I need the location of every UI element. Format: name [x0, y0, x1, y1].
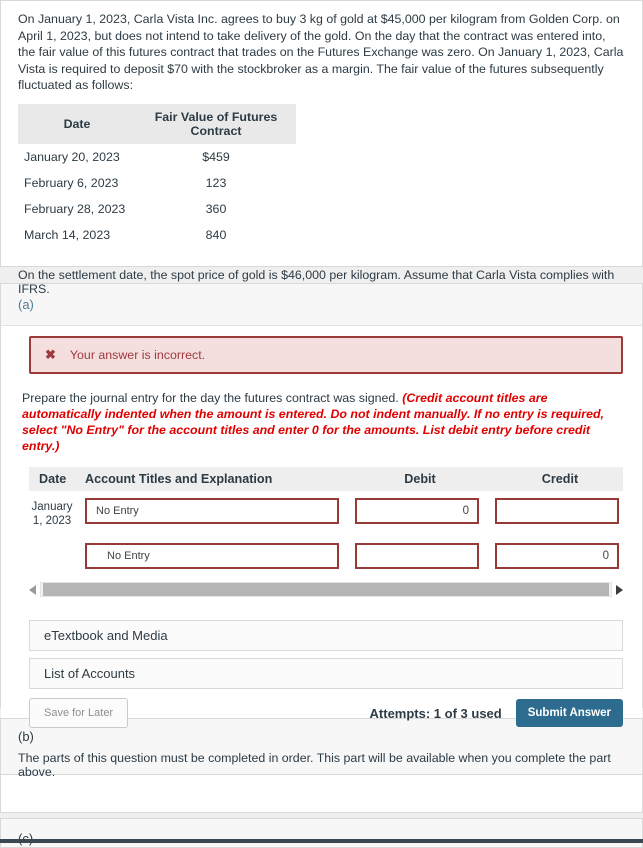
- attempts-counter: Attempts: 1 of 3 used: [369, 705, 502, 721]
- row-date: February 28, 2023: [24, 201, 126, 216]
- table-row: [18, 144, 296, 170]
- scroll-left-arrow-icon[interactable]: [29, 585, 36, 595]
- instruction-plain: Prepare the journal entry for the day the futures contract was signed.: [22, 391, 403, 405]
- x-mark-icon: ✖: [45, 347, 56, 362]
- section-a-label[interactable]: (a): [18, 297, 34, 312]
- problem-intro-text: On January 1, 2023, Carla Vista Inc. agrees to buy 3 kg of gold at $45,000 per kilogram from Golden Corp. on April 1, 2023, but does not intend to take delivery of the gold. On the day that the contract was entered into, the fair value of this futures contract that trades on the Futures Exchange was zero. On January 1, 2023, Carla Vista is required to deposit $70 with the stockbroker as a margin. The fair value of the futures subsequently fluctuated as follows:: [18, 12, 624, 92]
- list-of-accounts-bar[interactable]: [29, 658, 623, 689]
- journal-row-date: [29, 543, 75, 545]
- debit-amount-input[interactable]: [355, 543, 479, 569]
- journal-row-date: January 1, 2023: [31, 500, 73, 528]
- instruction-emphasis: (Credit account titles are automatically indented when the amount is entered. Do not indent manually. If no entry is required, select "No Entry" for the account titles and enter 0 for the amounts. List debit entry before credit entry.): [22, 391, 604, 454]
- journal-row-2: [29, 543, 623, 569]
- scroll-right-arrow-icon[interactable]: [616, 585, 623, 595]
- row-date: February 6, 2023: [24, 175, 119, 190]
- submit-answer-button[interactable]: Submit Answer: [516, 699, 623, 727]
- journal-header-row: [29, 467, 623, 491]
- section-a-header[interactable]: [1, 284, 642, 326]
- journal-row-1: [29, 498, 623, 530]
- debit-amount-input[interactable]: [355, 498, 479, 524]
- row-date: January 20, 2023: [24, 149, 120, 164]
- question-instruction: [22, 390, 623, 455]
- fair-value-column-header: Fair Value of Futures Contract: [136, 104, 296, 144]
- fair-value-table: [18, 104, 296, 248]
- section-b-empty-body: [1, 774, 642, 812]
- etextbook-media-bar[interactable]: [29, 620, 623, 651]
- date-column-header: Date: [18, 104, 136, 144]
- scrollbar-track[interactable]: [40, 582, 612, 597]
- journal-account-header: Account Titles and Explanation: [85, 471, 273, 486]
- section-a-panel: [0, 283, 643, 721]
- journal-date-header: Date: [39, 471, 67, 486]
- account-title-select[interactable]: No Entry: [85, 543, 339, 569]
- journal-entry-table: [29, 467, 623, 570]
- row-date: March 14, 2023: [24, 227, 111, 242]
- credit-amount-input[interactable]: [495, 543, 619, 569]
- etextbook-media-label: eTextbook and Media: [44, 628, 168, 644]
- section-b-locked-text: The parts of this question must be completed in order. This part will be available when you complete the part above.: [18, 751, 611, 779]
- journal-credit-header: Credit: [541, 471, 579, 486]
- table-row: [18, 170, 296, 196]
- alert-message: Your answer is incorrect.: [69, 348, 206, 362]
- footer-right-group: [370, 699, 623, 727]
- list-of-accounts-label: List of Accounts: [44, 666, 136, 682]
- scrollbar-thumb[interactable]: [43, 583, 609, 596]
- horizontal-scrollbar[interactable]: [29, 581, 623, 598]
- account-title-select[interactable]: No Entry: [85, 498, 339, 524]
- section-a-body: [1, 326, 642, 728]
- journal-debit-header: Debit: [404, 471, 436, 486]
- incorrect-answer-alert: [29, 336, 623, 374]
- bottom-edge-bar: [0, 839, 643, 843]
- row-value: 360: [205, 201, 227, 216]
- table-row: [18, 196, 296, 222]
- table-row: [18, 222, 296, 248]
- credit-amount-input[interactable]: [495, 498, 619, 524]
- section-b-panel: [0, 718, 643, 813]
- settlement-note: On the settlement date, the spot price of gold is $46,000 per kilogram. Assume that Carla Vista complies with IFRS.: [18, 267, 615, 296]
- row-value: $459: [202, 149, 230, 164]
- section-b-label: (b): [18, 729, 34, 744]
- row-value: 123: [205, 175, 227, 190]
- save-for-later-button[interactable]: Save for Later: [29, 698, 128, 728]
- section-c-panel: [0, 818, 643, 848]
- fair-value-table-header-row: [18, 104, 296, 144]
- row-value: 840: [205, 227, 227, 242]
- problem-statement-panel: [0, 0, 643, 296]
